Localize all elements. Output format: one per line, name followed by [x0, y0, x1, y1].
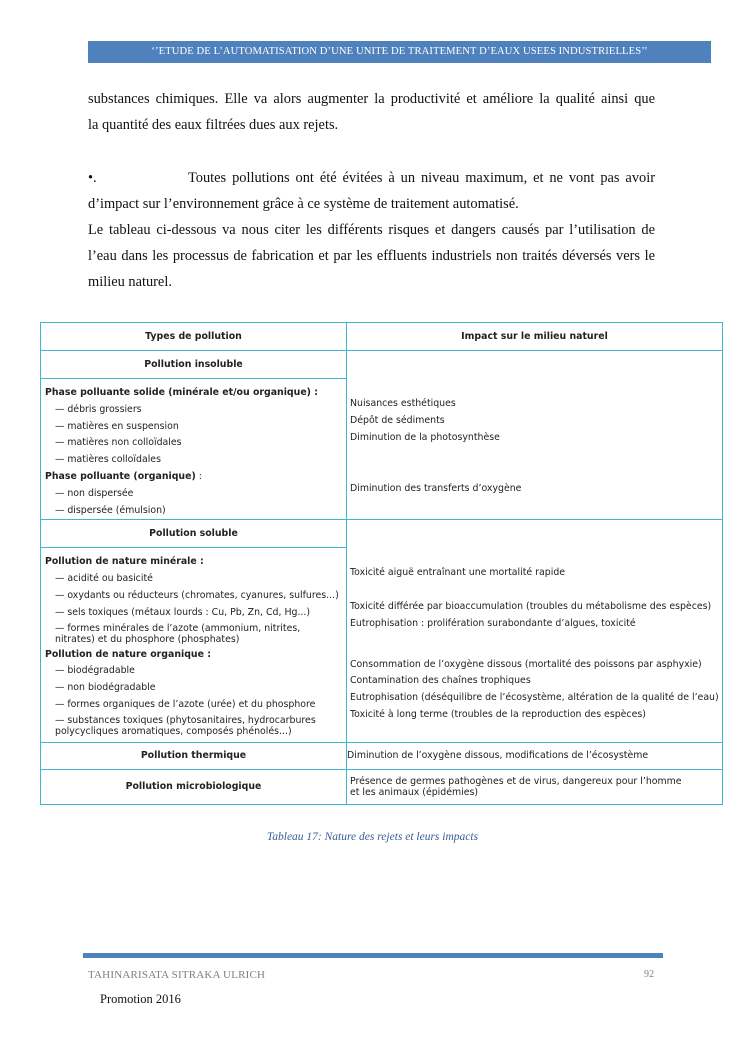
col-header-impact: Impact sur le milieu naturel: [347, 323, 723, 351]
list-item: — matières en suspension: [55, 420, 179, 432]
list-item: — sels toxiques (métaux lourds : Cu, Pb, Zn, Cd, Hg...): [55, 606, 311, 618]
list-item: — dispersée (émulsion): [55, 504, 166, 516]
section-title-soluble: Pollution soluble: [41, 520, 347, 548]
impact-text: Dépôt de sédiments: [350, 414, 445, 426]
category-colon: :: [195, 470, 202, 482]
table-caption: Tableau 17: Nature des rejets et leurs impacts: [266, 831, 479, 843]
page-number: 92: [644, 969, 654, 980]
section-row-insoluble: [41, 351, 723, 379]
list-item-text: — substances toxiques (phytosanitaires, hydrocarbures polycycliques aromatiques, composés phénolés...): [55, 714, 316, 737]
category-label: [41, 469, 346, 486]
section-title-insoluble: Pollution insoluble: [41, 351, 347, 379]
list-item: — acidité ou basicité: [55, 573, 153, 585]
section-title-thermique: Pollution thermique: [41, 742, 347, 769]
list-item: — non dispersée: [55, 487, 134, 499]
footer-author: TAHINARISATA SITRAKA ULRICH: [88, 969, 266, 981]
list-item: — oxydants ou réducteurs (chromates, cyanures, sulfures...): [55, 589, 339, 601]
list-item-text: — formes minérales de l’azote (ammonium, nitrites, nitrates) et du phosphore (phosphates): [55, 622, 301, 645]
list-item: — non biodégradable: [55, 682, 156, 694]
list-item: [41, 622, 346, 647]
bullet-icon: •.: [88, 170, 97, 186]
list-item: — biodégradable: [55, 665, 135, 677]
category-bold: Phase polluante (organique): [45, 470, 196, 482]
impact-text: Consommation de l’oxygène dissous (mortalité des poissons par asphyxie): [350, 658, 702, 670]
impact-text: Contamination des chaînes trophiques: [350, 675, 531, 687]
pollution-table: [40, 322, 723, 805]
impact-cell-soluble: [347, 520, 723, 742]
footer-promotion: Promotion 2016: [100, 992, 181, 1006]
list-item: [41, 714, 346, 742]
bullet-paragraph: [88, 165, 655, 295]
list-item: — formes organiques de l’azote (urée) et du phosphore: [55, 698, 316, 710]
impact-text: Toxicité différée par bioaccumulation (troubles du métabolisme des espèces): [350, 600, 712, 612]
bullet-line: [88, 165, 655, 191]
category-label: Pollution de nature organique :: [45, 648, 211, 660]
bullet-text: Toutes pollutions ont été évitées à un niveau maximum, et ne vont pas avoir: [188, 170, 655, 186]
impact-text: et les animaux (épidémies): [350, 786, 479, 798]
impact-text: Nuisances esthétiques: [350, 398, 456, 409]
col-header-types: Types de pollution: [41, 323, 347, 351]
section-title-microbio: Pollution microbiologique: [41, 769, 347, 804]
paragraph-table-intro: Le tableau ci-dessous va nous citer les différents risques et dangers causés par l’utilisation de l’eau dans les processus de fabrication et par les effluents industriels non traités déversés vers le milieu naturel.: [88, 222, 655, 290]
types-cell-soluble: [41, 548, 347, 742]
impact-text: Présence de germes pathogènes et de virus, dangereux pour l’homme: [350, 775, 682, 787]
list-item: — matières colloïdales: [55, 454, 161, 466]
bullet-continuation: d’impact sur l’environnement grâce à ce système de traitement automatisé.: [88, 196, 519, 212]
footer-rule: [83, 953, 663, 958]
impact-cell-thermique: Diminution de l’oxygène dissous, modifications de l’écosystème: [347, 742, 723, 769]
types-cell-insoluble: [41, 379, 347, 520]
paragraph-line: substances chimiques. Elle va alors augmenter la productivité et améliore la qualité ainsi que: [88, 91, 655, 107]
impact-text: Toxicité à long terme (troubles de la reproduction des espèces): [350, 708, 646, 720]
impact-text: Toxicité aiguë entraînant une mortalité rapide: [350, 567, 566, 579]
paragraph-line: la quantité des eaux filtrées dues aux rejets.: [88, 117, 339, 133]
impact-cell-microbio: [347, 769, 723, 804]
category-label: Phase polluante solide (minérale et/ou organique) :: [45, 387, 318, 398]
category-label: Pollution de nature minérale :: [45, 556, 204, 568]
table-header-row: [41, 323, 723, 351]
list-item: — débris grossiers: [55, 403, 142, 415]
paragraph-intro: [88, 86, 655, 138]
section-row-soluble: [41, 520, 723, 548]
list-item: — matières non colloïdales: [55, 437, 182, 449]
running-header: ‘’ETUDE DE L’AUTOMATISATION D’UNE UNITE DE TRAITEMENT D’EAUX USEES INDUSTRIELLES’’: [88, 41, 711, 63]
impact-text: Diminution des transferts d’oxygène: [350, 483, 522, 495]
section-row-thermique: [41, 742, 723, 769]
section-row-microbio: [41, 769, 723, 804]
impact-text: Diminution de la photosynthèse: [350, 431, 500, 443]
impact-text: Eutrophisation : prolifération surabondante d’algues, toxicité: [350, 617, 636, 629]
impact-cell-insoluble: [347, 351, 723, 520]
impact-text: Eutrophisation (déséquilibre de l’écosystème, altération de la qualité de l’eau): [350, 692, 719, 704]
